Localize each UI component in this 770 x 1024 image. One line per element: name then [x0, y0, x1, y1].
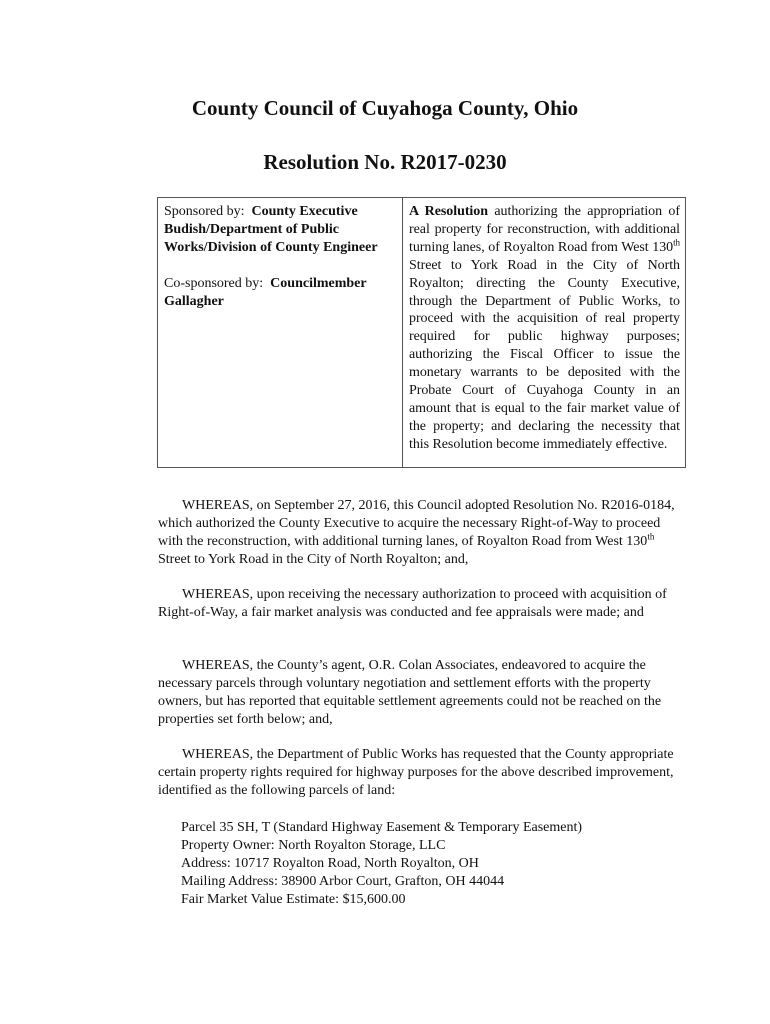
parcel-address: Address: 10717 Royalton Road, North Royalton, OH [181, 855, 479, 871]
parcel-id: Parcel 35 SH, T (Standard Highway Easement & Temporary Easement) [181, 820, 583, 835]
whereas-clause-4 [158, 746, 678, 800]
parcel-fair-market-value: Fair Market Value Estimate: $15,600.00 [181, 891, 406, 907]
sponsored-by-names: County Executive Budish/Department of Public Works/Division of County Engineer [164, 204, 378, 255]
whereas-clause-1 [158, 497, 678, 569]
description-sup: th [673, 237, 680, 248]
whereas-4-text: WHEREAS, the Department of Public Works has requested that the County appropriate certain property rights required for highway purposes for the above described improvement, identified as the following parcels of land: [158, 747, 674, 798]
whereas-1-part2: Street to York Road in the City of North Royalton; and, [158, 551, 469, 567]
description-part1: authorizing the appropriation of real property for reconstruction, with additional turning lanes, of Royalton Road from West 130 [409, 204, 680, 255]
table-divider [402, 198, 403, 467]
sponsored-label: Sponsored by: [164, 204, 245, 219]
whereas-2-text: WHEREAS, upon receiving the necessary authorization to proceed with acquisition of Right-of-Way, a fair market analysis was conducted and fee appraisals were made; and [158, 587, 667, 620]
whereas-clause-3 [158, 657, 678, 729]
sponsored-by [164, 203, 392, 257]
parcel-mailing-address: Mailing Address: 38900 Arbor Court, Grafton, OH 44044 [181, 873, 505, 889]
whereas-3-text: WHEREAS, the County’s agent, O.R. Colan Associates, endeavored to acquire the necessary parcels through voluntary negotiation and settlement efforts with the property owners, but has reported that equitable settlement agreements could not be reached on the properties set forth below; and, [158, 658, 662, 727]
whereas-1-sup: th [647, 531, 655, 542]
sponsor-table [157, 197, 686, 468]
resolution-description [409, 203, 680, 454]
council-title: County Council of Cuyahoga County, Ohio [191, 96, 579, 120]
parcel-owner: Property Owner: North Royalton Storage, LLC [181, 837, 446, 853]
parcel-details [181, 819, 681, 909]
description-part2: Street to York Road in the City of North Royalton; directing the County Executive, through the Department of Public Works, to proceed with the acquisition of real property required for public highway purposes; authorizing the Fiscal Officer to issue the monetary warrants to be deposited with the Probate Court of Cuyahoga County in an amount that is equal to the fair market value of the property; and declaring the necessity that this Resolution become immediately effective. [409, 257, 680, 452]
sponsor-cell [164, 203, 392, 311]
cosponsored-by [164, 275, 392, 311]
resolution-number: Resolution No. R2017-0230 [263, 150, 507, 174]
description-lead: A Resolution [409, 204, 488, 219]
whereas-1-part1: WHEREAS, on September 27, 2016, this Council adopted Resolution No. R2016-0184, which authorized the County Executive to acquire the necessary Right-of-Way to proceed with the reconstruction, with additional turning lanes, of Royalton Road from West 130 [158, 498, 675, 549]
cosponsored-by-names: Councilmember Gallagher [164, 276, 367, 309]
cosponsored-label: Co-sponsored by: [164, 276, 264, 291]
whereas-clause-2 [158, 586, 678, 622]
